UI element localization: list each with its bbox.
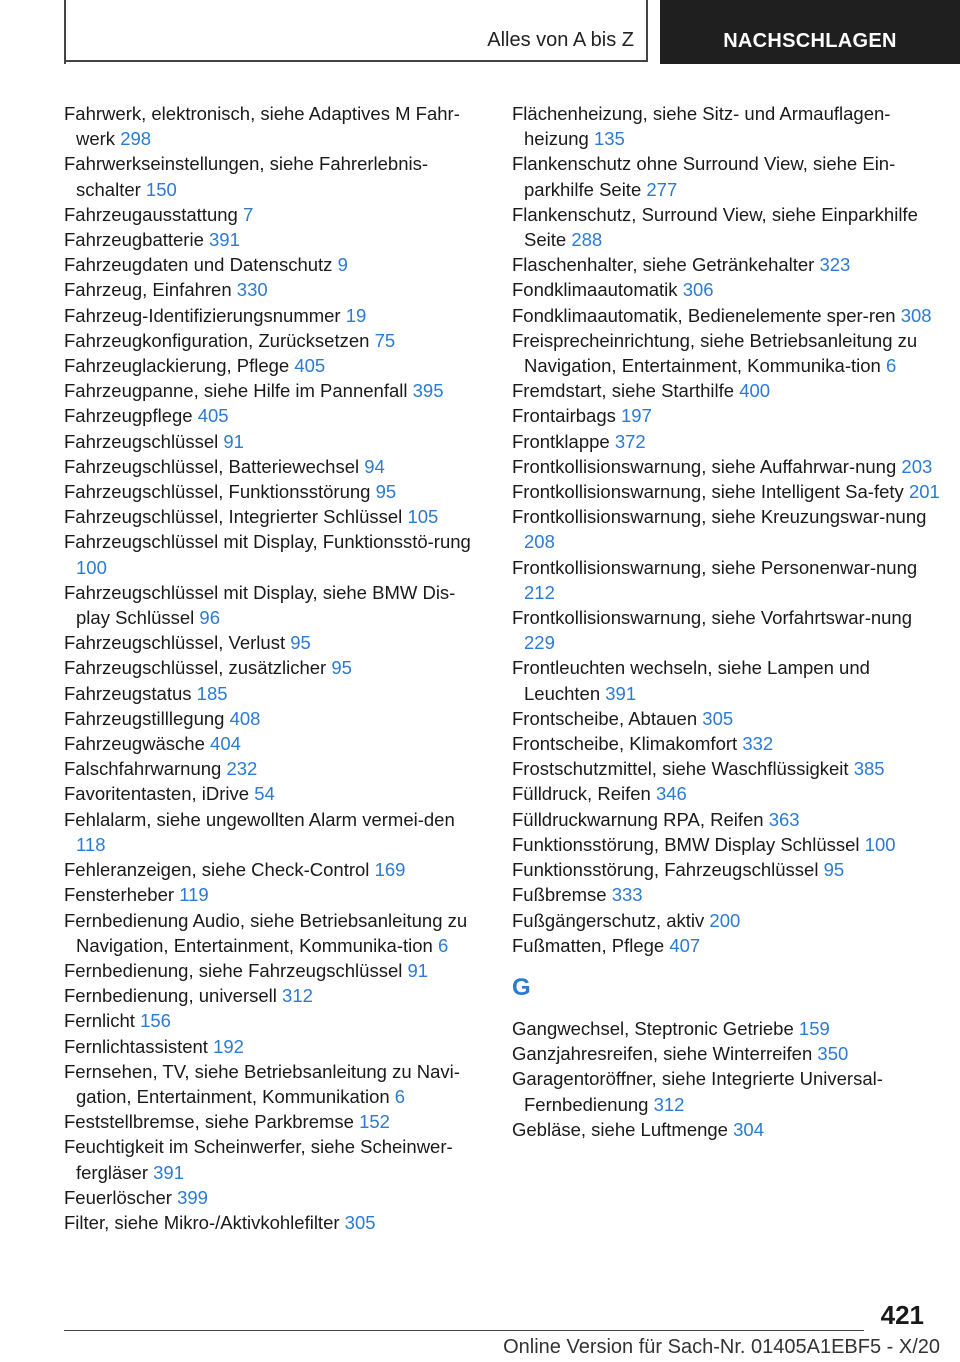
index-entry — [64, 807, 476, 857]
page-reference-link[interactable]: 6 — [885, 355, 897, 377]
index-entry — [512, 101, 942, 151]
index-entry — [512, 655, 942, 705]
index-term: Flankenschutz ohne Surround View, siehe Ein-parkhilfe Seite — [512, 153, 896, 200]
index-entry — [64, 202, 476, 227]
index-term: Frontkollisionswarnung, siehe Auffahrwar-nung — [512, 455, 897, 477]
index-entry — [64, 504, 476, 529]
page-reference-link[interactable]: 330 — [236, 279, 268, 301]
page-reference-link[interactable]: 372 — [614, 430, 646, 452]
index-term: Fülldruck, Reifen — [512, 783, 651, 805]
index-entry — [64, 479, 476, 504]
index-term: Fußmatten, Pflege — [512, 934, 665, 956]
index-term: Fahrzeugpflege — [64, 405, 193, 427]
index-term: Fahrzeugschlüssel, Batteriewechsel — [64, 455, 360, 477]
index-term: Flaschenhalter, siehe Getränkehalter — [512, 254, 815, 276]
index-entry — [64, 681, 476, 706]
index-column-right — [512, 101, 942, 1142]
index-term: Freisprecheinrichtung, siehe Betriebsanleitung zu Navigation, Entertainment, Kommunika-tion — [512, 329, 918, 377]
index-term: Fahrzeugpanne, siehe Hilfe im Pannenfall — [64, 380, 408, 402]
index-entry — [512, 151, 942, 201]
index-term: Frontkollisionswarnung, siehe Intelligent Sa-fety — [512, 481, 904, 503]
page-reference-link[interactable]: 95 — [331, 657, 352, 679]
page-reference-link[interactable]: 333 — [611, 884, 643, 906]
page-reference-link[interactable]: 407 — [669, 934, 701, 956]
page-reference-link[interactable]: 363 — [768, 808, 800, 830]
index-term: Fahrzeugstilllegung — [64, 707, 225, 729]
index-entry — [512, 303, 942, 328]
index-term: Frontkollisionswarnung, siehe Kreuzungswar-nung — [512, 506, 927, 528]
index-entry — [512, 479, 942, 504]
index-entry — [64, 353, 476, 378]
index-term: Funktionsstörung, Fahrzeugschlüssel — [512, 859, 819, 881]
index-term: Flankenschutz, Surround View, siehe Einparkhilfe Seite — [512, 203, 918, 251]
index-entry — [512, 1117, 942, 1142]
page-reference-link[interactable]: 305 — [344, 1211, 376, 1233]
index-entry — [64, 403, 476, 428]
page-reference-link[interactable]: 304 — [733, 1118, 764, 1140]
index-entry — [512, 504, 942, 554]
index-term: Frontscheibe, Abtauen — [512, 707, 698, 729]
index-term: Fahrzeugstatus — [64, 682, 192, 704]
index-entry — [64, 1059, 476, 1109]
page-reference-link[interactable]: 298 — [120, 128, 152, 150]
index-entry — [512, 429, 942, 454]
page-reference-link[interactable]: 95 — [823, 859, 845, 881]
index-term: Fernbedienung, siehe Fahrzeugschlüssel — [64, 959, 403, 981]
index-term: Feuerlöscher — [64, 1186, 172, 1208]
index-term: Fahrzeugbatterie — [64, 229, 204, 251]
chapter-tab[interactable]: NACHSCHLAGEN — [660, 0, 960, 64]
index-entry — [64, 378, 476, 403]
page-reference-link[interactable]: 150 — [145, 178, 177, 200]
index-term: Fußgängerschutz, aktiv — [512, 909, 705, 931]
page-reference-link[interactable]: 404 — [210, 733, 241, 755]
index-entry — [64, 857, 476, 882]
page-reference-link[interactable]: 306 — [682, 279, 714, 301]
index-term: Fahrzeugschlüssel, Verlust — [64, 632, 286, 654]
index-entry — [512, 882, 942, 907]
page-reference-link[interactable]: 95 — [290, 632, 311, 654]
index-entry — [64, 756, 476, 781]
index-term: Fahrzeugausstattung — [64, 203, 238, 225]
page-reference-link[interactable]: 54 — [254, 783, 275, 805]
index-term: Fernlicht — [64, 1010, 135, 1032]
index-term: Fahrzeugschlüssel, Funktionsstörung — [64, 481, 371, 503]
index-term: Feuchtigkeit im Scheinwerfer, siehe Scheinwer-fergläser — [64, 1136, 453, 1183]
index-term: Fahrzeugschlüssel mit Display, siehe BMW Dis-play Schlüssel — [64, 581, 456, 629]
page-reference-link[interactable]: 201 — [908, 481, 940, 503]
index-term: Fahrzeug-Identifizierungsnummer — [64, 304, 341, 326]
index-term: Fensterheber — [64, 884, 175, 906]
index-term: Ganzjahresreifen, siehe Winterreifen — [512, 1043, 813, 1065]
page-reference-link[interactable]: 399 — [177, 1186, 208, 1208]
index-column-left — [64, 101, 476, 1235]
page-reference-link[interactable]: 118 — [76, 833, 106, 855]
index-term: Frontkollisionswarnung, siehe Personenwar-nung — [512, 556, 918, 578]
index-entry — [64, 882, 476, 907]
page-reference-link[interactable]: 192 — [213, 1035, 244, 1057]
page-reference-link[interactable]: 395 — [412, 380, 444, 402]
page-reference-link[interactable]: 19 — [345, 304, 367, 326]
page-reference-link[interactable]: 391 — [209, 229, 240, 251]
page-reference-link[interactable]: 156 — [140, 1010, 171, 1032]
page-reference-link[interactable]: 312 — [282, 985, 313, 1007]
page-reference-link[interactable]: 346 — [655, 783, 687, 805]
index-term: Fahrzeugwäsche — [64, 733, 205, 755]
index-entry — [64, 529, 476, 579]
page-reference-link[interactable]: 105 — [407, 506, 439, 528]
page-reference-link[interactable]: 212 — [524, 581, 555, 603]
page-reference-link[interactable]: 405 — [294, 355, 326, 377]
index-term: Fehleranzeigen, siehe Check-Control — [64, 859, 370, 881]
index-entry — [512, 857, 942, 882]
page-reference-link[interactable]: 91 — [223, 430, 244, 452]
index-entry — [64, 101, 476, 151]
index-term: Fahrzeugdaten und Datenschutz — [64, 254, 333, 276]
page-reference-link[interactable]: 185 — [196, 682, 228, 704]
index-entry — [64, 1008, 476, 1033]
page-reference-link[interactable]: 305 — [702, 707, 734, 729]
index-entry — [512, 807, 942, 832]
page-reference-link[interactable]: 91 — [407, 959, 429, 981]
page-reference-link[interactable]: 197 — [621, 405, 652, 427]
index-term: Fußbremse — [512, 884, 607, 906]
index-entry — [64, 630, 476, 655]
index-term: Frontleuchten wechseln, siehe Lampen und Leuchten — [512, 657, 870, 704]
page-reference-link[interactable]: 385 — [853, 758, 885, 780]
index-entry — [64, 303, 476, 328]
index-term: Fondklimaautomatik — [512, 279, 678, 301]
index-entry — [512, 731, 942, 756]
index-term: Frontkollisionswarnung, siehe Vorfahrtswar-nung — [512, 607, 913, 629]
index-entry — [64, 328, 476, 353]
page-reference-link[interactable]: 229 — [524, 632, 555, 654]
index-entry — [64, 1134, 476, 1184]
index-entry — [512, 252, 942, 277]
page-reference-link[interactable]: 350 — [817, 1043, 849, 1065]
index-entry — [64, 731, 476, 756]
page-reference-link[interactable]: 7 — [242, 203, 254, 225]
page-reference-link[interactable]: 323 — [819, 254, 851, 276]
index-entry — [512, 832, 942, 857]
page-reference-link[interactable]: 96 — [199, 607, 220, 629]
index-term: Fernbedienung Audio, siehe Betriebsanleitung zu Navigation, Entertainment, Kommunika-tion — [64, 909, 468, 956]
index-term: Gebläse, siehe Luftmenge — [512, 1118, 728, 1140]
index-term: Fahrwerk, elektronisch, siehe Adaptives M Fahr-werk — [64, 103, 460, 150]
index-term: Favoritentasten, iDrive — [64, 783, 250, 805]
footer-version: Online Version für Sach-Nr. 01405A1EBF5 - X/20 — [503, 1336, 940, 1358]
index-term: Fahrzeugschlüssel, Integrierter Schlüssel — [64, 506, 403, 528]
index-term: Frostschutzmittel, siehe Waschflüssigkeit — [512, 758, 849, 780]
page-reference-link[interactable]: 169 — [374, 859, 406, 881]
index-entry — [64, 580, 476, 630]
page-reference-link[interactable]: 332 — [742, 733, 774, 755]
index-term: Fülldruckwarnung RPA, Reifen — [512, 808, 764, 830]
index-term: Falschfahrwarnung — [64, 758, 222, 780]
index-term: Frontscheibe, Klimakomfort — [512, 733, 738, 755]
page-reference-link[interactable]: 208 — [524, 531, 555, 553]
page-reference-link[interactable]: 75 — [374, 329, 396, 351]
index-term: Fahrzeugschlüssel mit Display, Funktionsstö-rung — [64, 531, 471, 553]
index-entry — [64, 781, 476, 806]
page-reference-link[interactable]: 94 — [364, 455, 385, 477]
index-term: Fahrzeuglackierung, Pflege — [64, 355, 290, 377]
index-entry — [512, 908, 942, 933]
index-entry — [512, 277, 942, 302]
index-entry — [64, 1109, 476, 1134]
index-entry — [512, 378, 942, 403]
index-entry — [64, 1210, 476, 1235]
page-reference-link[interactable]: 200 — [709, 909, 741, 931]
index-entry — [512, 933, 942, 958]
index-entry — [64, 655, 476, 680]
footer-rule — [64, 1330, 864, 1331]
index-entry — [512, 555, 942, 605]
section-title: Alles von A bis Z — [66, 0, 648, 62]
index-entry — [64, 454, 476, 479]
index-term: Filter, siehe Mikro-/Aktivkohlefilter — [64, 1211, 340, 1233]
index-entry — [64, 277, 476, 302]
index-term: Fahrzeugschlüssel, zusätzlicher — [64, 657, 327, 679]
index-term: Frontklappe — [512, 430, 610, 452]
page-reference-link[interactable]: 400 — [739, 380, 771, 402]
index-entry — [512, 202, 942, 252]
index-term: Fernsehen, TV, siehe Betriebsanleitung zu Navi-gation, Entertainment, Kommunikation — [64, 1060, 460, 1107]
index-term: Fondklimaautomatik, Bedienelemente sper-ren — [512, 304, 896, 326]
page-reference-link[interactable]: 391 — [605, 682, 637, 704]
index-entry — [512, 403, 942, 428]
index-term: Fahrzeugkonfiguration, Zurücksetzen — [64, 329, 370, 351]
page-reference-link[interactable]: 277 — [646, 178, 678, 200]
index-term: Fahrzeugschlüssel — [64, 430, 219, 452]
page-reference-link[interactable]: 9 — [337, 254, 348, 276]
index-term: Garagentoröffner, siehe Integrierte Universal-Fernbedienung — [512, 1068, 883, 1115]
index-entry — [512, 1066, 942, 1116]
page-reference-link[interactable]: 100 — [76, 556, 107, 578]
index-term: Funktionsstörung, BMW Display Schlüssel — [512, 833, 860, 855]
index-entry — [512, 706, 942, 731]
index-term: Fahrzeug, Einfahren — [64, 279, 232, 301]
index-entry — [64, 1034, 476, 1059]
index-entry — [512, 1016, 942, 1041]
page-reference-link[interactable]: 391 — [153, 1161, 184, 1183]
section-letter: G — [512, 973, 531, 1001]
page-reference-link[interactable]: 6 — [394, 1085, 406, 1107]
index-entry — [512, 756, 942, 781]
index-entry — [64, 1185, 476, 1210]
index-term: Frontairbags — [512, 405, 616, 427]
index-term: Flächenheizung, siehe Sitz- und Armauflagen-heizung — [512, 103, 891, 150]
index-entry — [512, 781, 942, 806]
index-entry — [64, 983, 476, 1008]
page-reference-link[interactable]: 6 — [437, 934, 449, 956]
index-entry — [64, 706, 476, 731]
index-entry — [64, 227, 476, 252]
page-reference-link[interactable]: 152 — [359, 1111, 390, 1133]
index-entry — [512, 1041, 942, 1066]
index-entry — [64, 151, 476, 201]
page-reference-link[interactable]: 308 — [900, 304, 932, 326]
index-term: Fahrwerkseinstellungen, siehe Fahrerlebnis-schalter — [64, 153, 429, 200]
index-term: Fremdstart, siehe Starthilfe — [512, 380, 735, 402]
page-reference-link[interactable]: 312 — [653, 1093, 685, 1115]
page-reference-link[interactable]: 203 — [901, 455, 933, 477]
page-reference-link[interactable]: 405 — [197, 405, 229, 427]
index-entry — [64, 908, 476, 958]
index-term: Fernbedienung, universell — [64, 985, 277, 1007]
index-entry — [512, 328, 942, 378]
page-reference-link[interactable]: 119 — [179, 884, 209, 906]
page-reference-link[interactable]: 100 — [864, 833, 896, 855]
page-reference-link[interactable]: 159 — [798, 1017, 830, 1039]
index-entry — [512, 605, 942, 655]
page-reference-link[interactable]: 95 — [375, 481, 397, 503]
page-reference-link[interactable]: 288 — [571, 229, 603, 251]
index-entry — [512, 454, 942, 479]
index-term: Fehlalarm, siehe ungewollten Alarm vermei-den — [64, 808, 455, 830]
index-entry — [64, 958, 476, 983]
index-term: Fernlichtassistent — [64, 1035, 208, 1057]
page-number: 421 — [880, 1300, 924, 1330]
index-term: Feststellbremse, siehe Parkbremse — [64, 1111, 354, 1133]
page-reference-link[interactable]: 232 — [226, 758, 258, 780]
index-entry — [64, 252, 476, 277]
page-reference-link[interactable]: 408 — [229, 707, 261, 729]
page-reference-link[interactable]: 135 — [593, 128, 625, 150]
index-term: Gangwechsel, Steptronic Getriebe — [512, 1017, 794, 1039]
index-entry — [64, 429, 476, 454]
